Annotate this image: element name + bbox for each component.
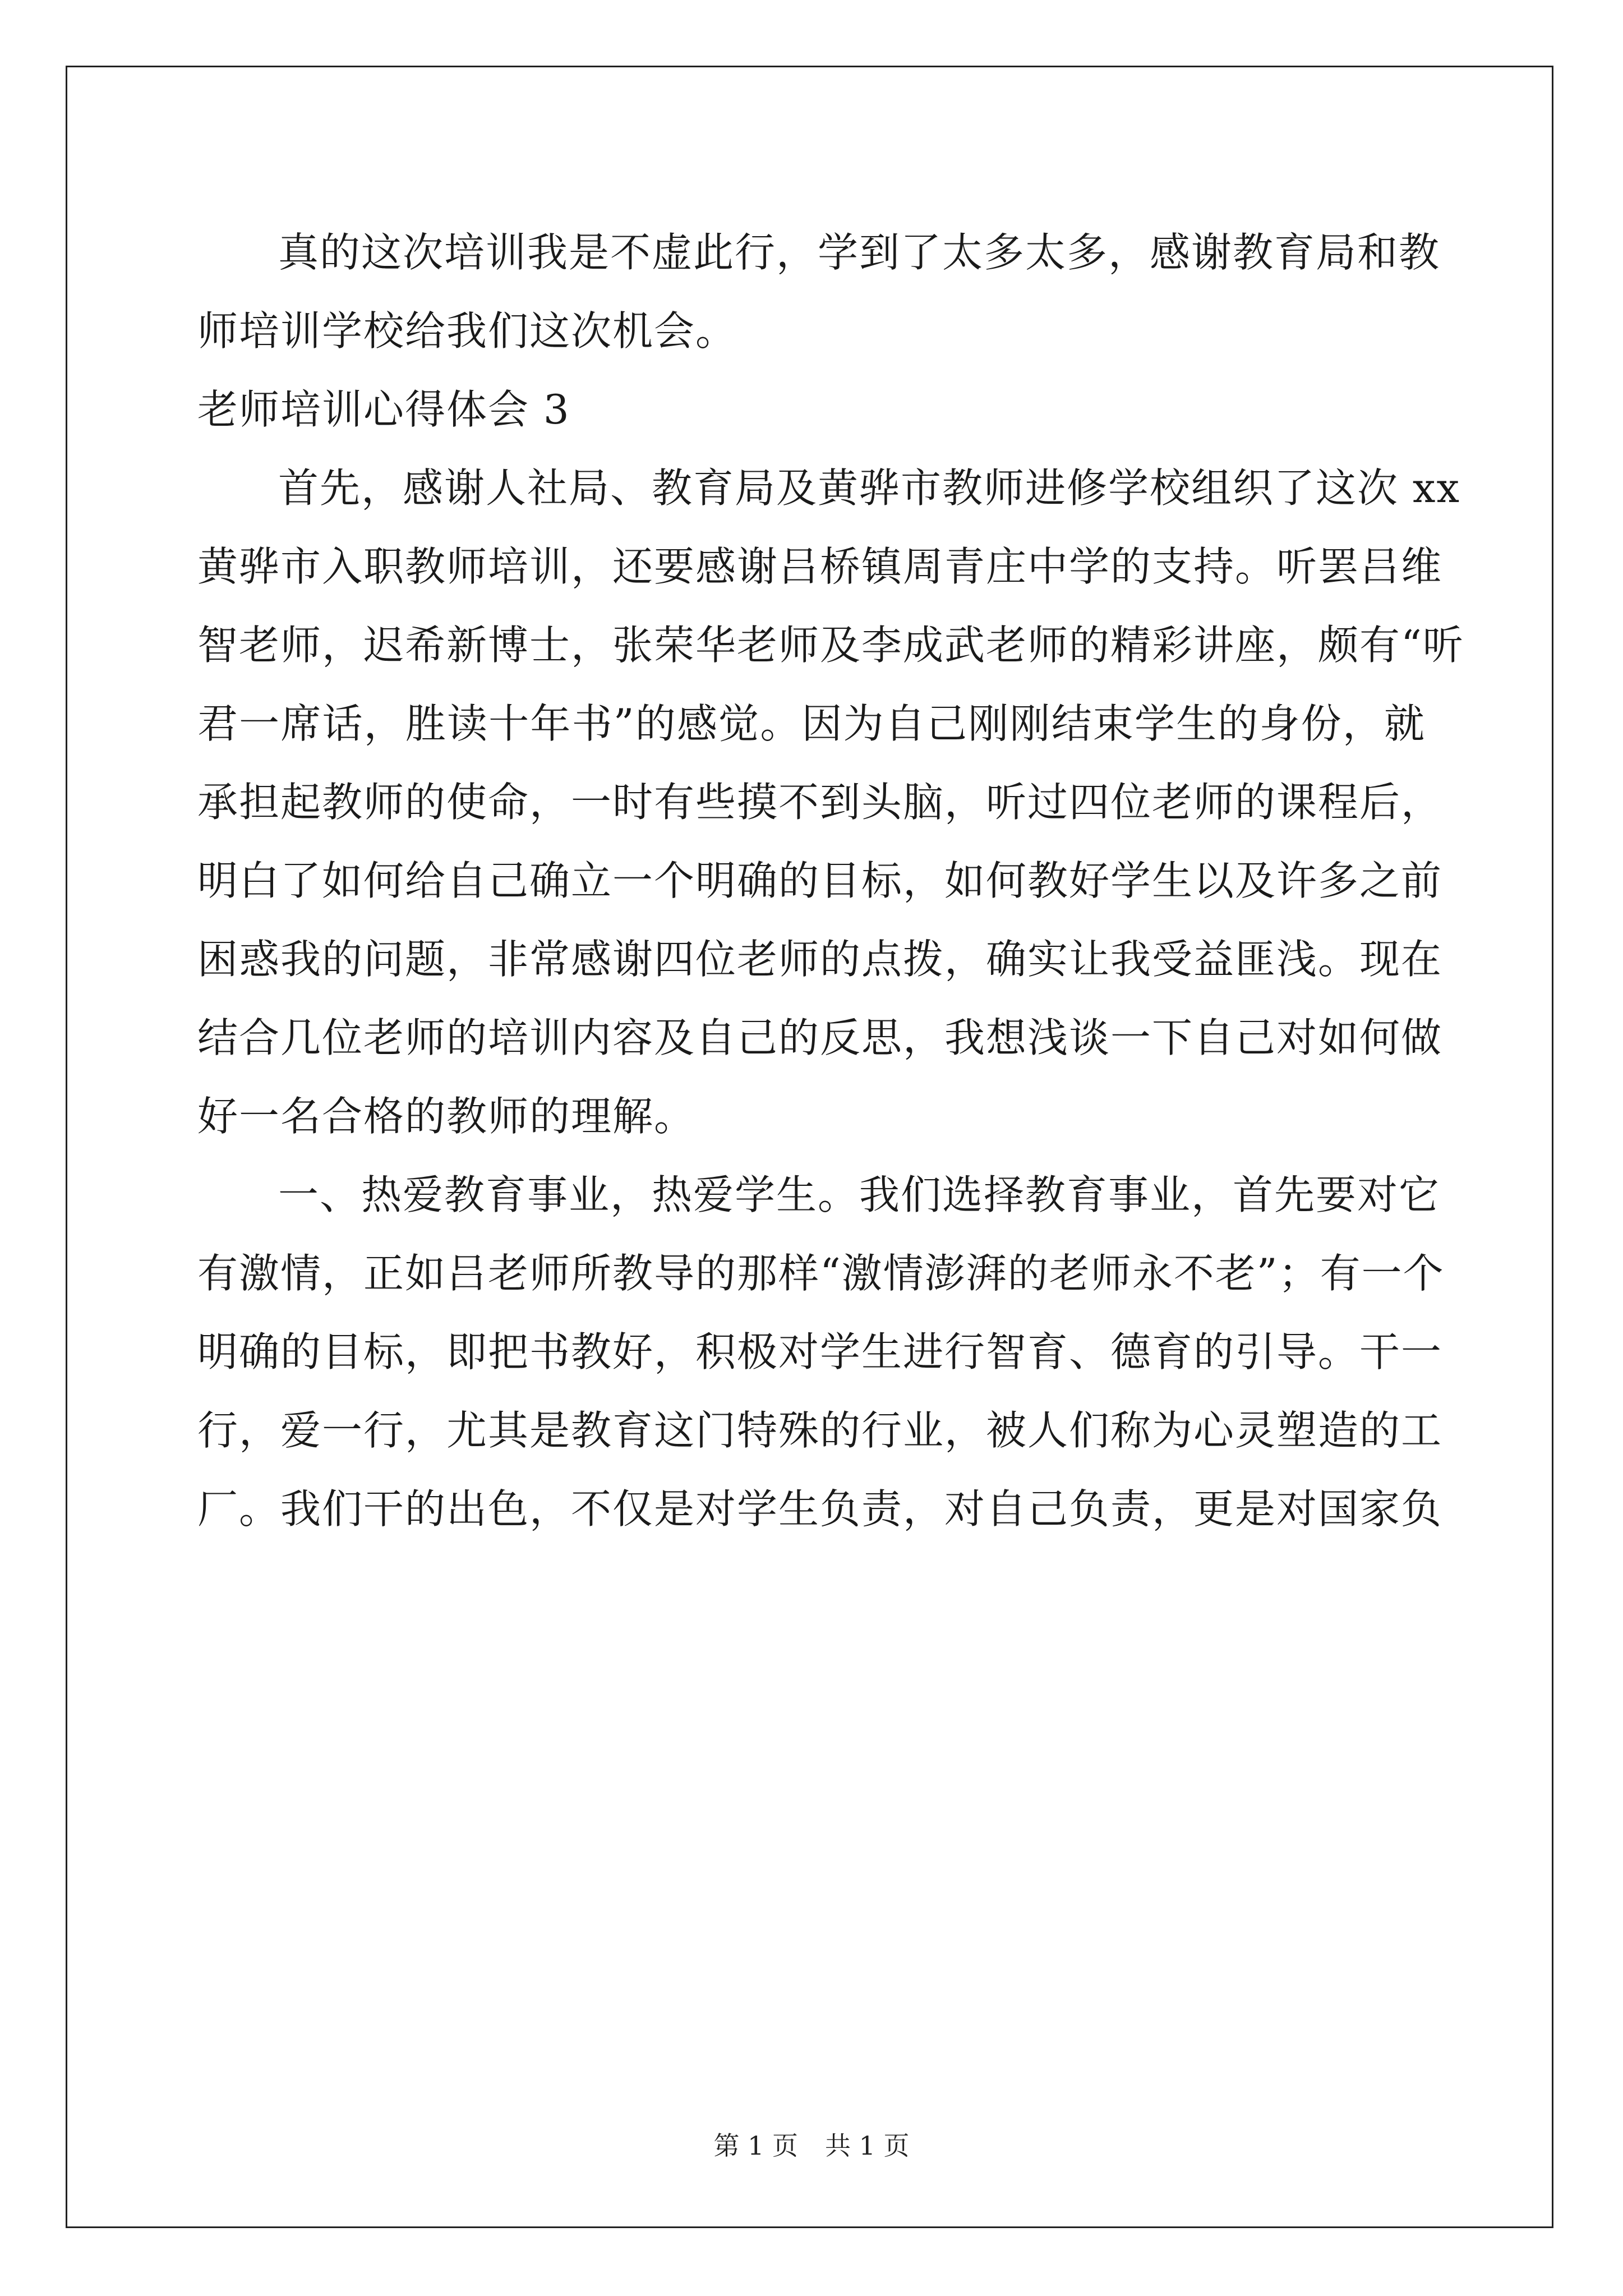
paragraph-line: 结合几位老师的培训内容及自己的反思，我想浅谈一下自己对如何做 [197, 1014, 1443, 1061]
paragraph-line: 明确的目标，即把书教好，积极对学生进行智育、德育的引导。干一 [197, 1328, 1443, 1375]
section-heading: 老师培训心得体会 3 [197, 386, 570, 433]
paragraph-line: 好一名合格的教师的理解。 [197, 1093, 696, 1140]
paragraph-line: 承担起教师的使命，一时有些摸不到头脑，听过四位老师的课程后， [197, 779, 1443, 826]
paragraph-line: 君一席话，胜读十年书”的感觉。因为自己刚刚结束学生的身份，就 [197, 700, 1426, 747]
paragraph-line: 师培训学校给我们这次机会。 [197, 307, 737, 355]
page-total: 共 1 页 [825, 2131, 910, 2161]
paragraph-line: 智老师，迟希新博士，张荣华老师及李成武老师的精彩讲座，颇有“听 [197, 622, 1464, 669]
paragraph-line: 真的这次培训我是不虚此行，学到了太多太多，感谢教育局和教 [278, 229, 1441, 276]
paragraph-line: 黄骅市入职教师培训，还要感谢吕桥镇周青庄中学的支持。听罢吕维 [197, 543, 1443, 590]
paragraph-line: 厂。我们干的出色，不仅是对学生负责，对自己负责，更是对国家负 [197, 1485, 1443, 1533]
page-footer [0, 2129, 1623, 2162]
paragraph-line: 一、热爱教育事业，热爱学生。我们选择教育事业，首先要对它 [278, 1171, 1441, 1218]
paragraph-line: 行，爱一行，尤其是教育这门特殊的行业，被人们称为心灵塑造的工 [197, 1407, 1443, 1454]
paragraph-line: 困惑我的问题，非常感谢四位老师的点拨，确实让我受益匪浅。现在 [197, 936, 1443, 983]
paragraph-line: 明白了如何给自己确立一个明确的目标，如何教好学生以及许多之前 [197, 857, 1443, 904]
paragraph-line: 有激情，正如吕老师所教导的那样“激情澎湃的老师永不老”；有一个 [197, 1250, 1445, 1297]
paragraph-line: 首先，感谢人社局、教育局及黄骅市教师进修学校组织了这次 xx [278, 464, 1461, 512]
page-number: 第 1 页 [713, 2131, 798, 2161]
